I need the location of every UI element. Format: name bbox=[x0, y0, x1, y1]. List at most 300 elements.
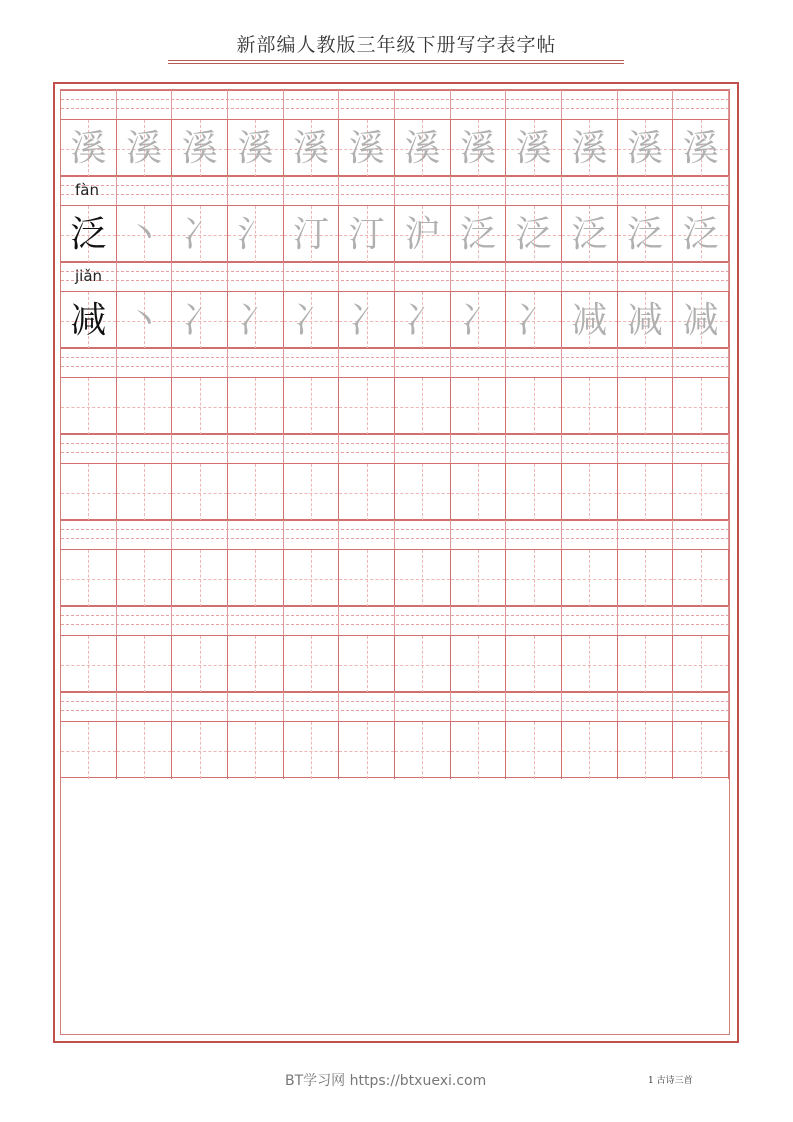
pinyin-cell bbox=[451, 692, 507, 722]
practice-cell bbox=[228, 120, 284, 177]
pinyin-cell bbox=[562, 434, 618, 464]
practice-cell bbox=[506, 292, 562, 349]
practice-cell bbox=[673, 120, 729, 177]
practice-cell bbox=[562, 378, 618, 435]
cell-guide-horizontal bbox=[284, 665, 339, 666]
pinyin-cell bbox=[451, 262, 507, 292]
practice-cell bbox=[562, 636, 618, 693]
cell-guide-horizontal bbox=[673, 407, 728, 408]
practice-cell bbox=[117, 292, 173, 349]
pinyin-cell bbox=[228, 520, 284, 550]
practice-cell bbox=[117, 464, 173, 521]
cell-guide-horizontal bbox=[618, 665, 673, 666]
character-band bbox=[61, 291, 729, 348]
pinyin-cell bbox=[172, 262, 228, 292]
trace-character: 冫 bbox=[181, 299, 218, 341]
pinyin-cell bbox=[618, 520, 674, 550]
practice-cell bbox=[506, 120, 562, 177]
trace-character: 溪 bbox=[459, 127, 496, 169]
trace-character: 溪 bbox=[348, 127, 385, 169]
trace-character: 溪 bbox=[571, 127, 608, 169]
pinyin-cell bbox=[284, 348, 340, 378]
practice-cell bbox=[451, 636, 507, 693]
cell-guide-horizontal bbox=[61, 665, 116, 666]
trace-character: 溪 bbox=[626, 127, 663, 169]
cell-guide-horizontal bbox=[61, 407, 116, 408]
practice-cell bbox=[451, 292, 507, 349]
pinyin-cell bbox=[618, 176, 674, 206]
pinyin-cell bbox=[562, 176, 618, 206]
model-cell bbox=[61, 292, 117, 349]
pinyin-cell bbox=[673, 262, 729, 292]
practice-cell bbox=[395, 206, 451, 263]
pinyin-cell bbox=[228, 90, 284, 120]
trace-character: 溪 bbox=[181, 127, 218, 169]
pinyin-cell bbox=[395, 262, 451, 292]
pinyin-cell bbox=[117, 90, 173, 120]
practice-cell bbox=[228, 292, 284, 349]
pinyin-cell bbox=[339, 176, 395, 206]
pinyin-cell bbox=[117, 348, 173, 378]
pinyin-band bbox=[61, 692, 729, 721]
practice-cell bbox=[618, 206, 674, 263]
pinyin-cell bbox=[172, 348, 228, 378]
cell-guide-horizontal bbox=[562, 493, 617, 494]
pinyin-cell bbox=[562, 606, 618, 636]
practice-row bbox=[61, 434, 729, 520]
cell-guide-horizontal bbox=[395, 751, 450, 752]
practice-cell bbox=[562, 550, 618, 607]
pinyin-cell bbox=[451, 348, 507, 378]
practice-cell bbox=[673, 722, 729, 779]
pinyin-cell bbox=[673, 606, 729, 636]
practice-cell bbox=[618, 722, 674, 779]
practice-cell bbox=[228, 550, 284, 607]
cell-guide-horizontal bbox=[506, 407, 561, 408]
cell-guide-horizontal bbox=[284, 407, 339, 408]
practice-cell bbox=[172, 722, 228, 779]
cell-guide-horizontal bbox=[395, 665, 450, 666]
practice-cell bbox=[395, 378, 451, 435]
pinyin-band bbox=[61, 434, 729, 463]
practice-cell bbox=[172, 292, 228, 349]
practice-cell bbox=[395, 550, 451, 607]
practice-cell bbox=[117, 206, 173, 263]
cell-guide-horizontal bbox=[618, 493, 673, 494]
title-rule-bottom bbox=[168, 63, 624, 64]
pinyin-cell bbox=[228, 606, 284, 636]
pinyin-cell bbox=[339, 262, 395, 292]
practice-cell bbox=[673, 292, 729, 349]
pinyin-cell bbox=[117, 176, 173, 206]
practice-cell bbox=[451, 206, 507, 263]
practice-cell bbox=[395, 636, 451, 693]
pinyin-band bbox=[61, 520, 729, 549]
trace-character: 汀 bbox=[348, 213, 385, 255]
pinyin-cell bbox=[673, 520, 729, 550]
practice-cell bbox=[117, 550, 173, 607]
cell-guide-horizontal bbox=[61, 751, 116, 752]
practice-cell bbox=[117, 378, 173, 435]
model-cell bbox=[61, 550, 117, 607]
cell-guide-horizontal bbox=[395, 579, 450, 580]
practice-cell bbox=[284, 292, 340, 349]
practice-cell bbox=[451, 378, 507, 435]
pinyin-cell bbox=[284, 692, 340, 722]
practice-row bbox=[61, 520, 729, 606]
page-title: 新部编人教版三年级下册写字表字帖 bbox=[236, 34, 557, 56]
trace-character: 溪 bbox=[515, 127, 552, 169]
practice-cell bbox=[618, 292, 674, 349]
character-band bbox=[61, 205, 729, 262]
practice-cell bbox=[395, 292, 451, 349]
cell-guide-horizontal bbox=[117, 751, 172, 752]
pinyin-cell bbox=[172, 520, 228, 550]
cell-guide-horizontal bbox=[117, 407, 172, 408]
cell-guide-horizontal bbox=[618, 407, 673, 408]
cell-guide-horizontal bbox=[395, 493, 450, 494]
pinyin-cell bbox=[284, 176, 340, 206]
pinyin-cell bbox=[673, 176, 729, 206]
practice-cell bbox=[172, 464, 228, 521]
pinyin-band bbox=[61, 90, 729, 119]
pinyin-cell bbox=[228, 262, 284, 292]
practice-row bbox=[61, 90, 729, 176]
pinyin-cell bbox=[61, 606, 117, 636]
pinyin-cell bbox=[451, 176, 507, 206]
practice-cell bbox=[172, 550, 228, 607]
pinyin-cell bbox=[172, 176, 228, 206]
practice-cell bbox=[339, 378, 395, 435]
pinyin-cell bbox=[395, 348, 451, 378]
trace-character: 泛 bbox=[571, 213, 608, 255]
pinyin-cell bbox=[395, 90, 451, 120]
pinyin-band bbox=[61, 262, 729, 291]
practice-cell bbox=[562, 722, 618, 779]
trace-character: 丶 bbox=[125, 213, 162, 255]
practice-cell bbox=[284, 722, 340, 779]
cell-guide-horizontal bbox=[284, 579, 339, 580]
trace-character: 冫 bbox=[459, 299, 496, 341]
trace-character: 泛 bbox=[515, 213, 552, 255]
pinyin-cell bbox=[395, 176, 451, 206]
pinyin-cell bbox=[562, 348, 618, 378]
footer-lesson: 1 古诗三首 bbox=[648, 1076, 693, 1086]
cell-guide-horizontal bbox=[172, 751, 227, 752]
pinyin-cell bbox=[228, 434, 284, 464]
cell-guide-horizontal bbox=[673, 579, 728, 580]
practice-cell bbox=[506, 550, 562, 607]
practice-cell bbox=[339, 722, 395, 779]
cell-guide-horizontal bbox=[172, 493, 227, 494]
pinyin-cell bbox=[228, 692, 284, 722]
pinyin-cell bbox=[562, 692, 618, 722]
practice-cell bbox=[172, 636, 228, 693]
cell-guide-horizontal bbox=[117, 493, 172, 494]
pinyin-cell bbox=[117, 606, 173, 636]
pinyin-cell bbox=[562, 262, 618, 292]
cell-guide-horizontal bbox=[451, 407, 506, 408]
pinyin-cell bbox=[506, 434, 562, 464]
trace-character: 冫 bbox=[181, 213, 218, 255]
practice-cell bbox=[451, 464, 507, 521]
practice-cell bbox=[451, 550, 507, 607]
practice-cell bbox=[339, 636, 395, 693]
cell-guide-horizontal bbox=[451, 493, 506, 494]
practice-cell bbox=[172, 206, 228, 263]
pinyin-cell bbox=[284, 262, 340, 292]
practice-cell bbox=[339, 292, 395, 349]
practice-cell bbox=[117, 722, 173, 779]
practice-cell bbox=[673, 550, 729, 607]
cell-guide-horizontal bbox=[172, 665, 227, 666]
practice-cell bbox=[339, 550, 395, 607]
pinyin-cell bbox=[117, 434, 173, 464]
practice-cell bbox=[562, 120, 618, 177]
practice-cell bbox=[284, 636, 340, 693]
pinyin-cell bbox=[117, 262, 173, 292]
practice-cell bbox=[339, 206, 395, 263]
cell-guide-horizontal bbox=[228, 665, 283, 666]
pinyin-cell bbox=[339, 520, 395, 550]
cell-guide-horizontal bbox=[451, 751, 506, 752]
practice-cell bbox=[395, 722, 451, 779]
pinyin-cell bbox=[506, 520, 562, 550]
cell-guide-horizontal bbox=[117, 665, 172, 666]
pinyin-band bbox=[61, 176, 729, 205]
character-band bbox=[61, 463, 729, 520]
trace-character: 冫 bbox=[237, 299, 274, 341]
trace-character: 丶 bbox=[125, 299, 162, 341]
practice-cell bbox=[618, 378, 674, 435]
pinyin-cell bbox=[673, 434, 729, 464]
pinyin-cell bbox=[451, 520, 507, 550]
cell-guide-horizontal bbox=[228, 579, 283, 580]
practice-row bbox=[61, 176, 729, 262]
character-band bbox=[61, 549, 729, 606]
practice-cell bbox=[284, 550, 340, 607]
trace-character: 冫 bbox=[515, 299, 552, 341]
cell-guide-horizontal bbox=[339, 493, 394, 494]
pinyin-cell bbox=[451, 606, 507, 636]
practice-cell bbox=[618, 550, 674, 607]
cell-guide-horizontal bbox=[228, 407, 283, 408]
practice-cell bbox=[284, 120, 340, 177]
practice-cell bbox=[172, 120, 228, 177]
cell-guide-horizontal bbox=[562, 407, 617, 408]
practice-cell bbox=[284, 378, 340, 435]
practice-cell bbox=[339, 464, 395, 521]
practice-cell bbox=[228, 464, 284, 521]
pinyin-cell bbox=[172, 434, 228, 464]
cell-guide-horizontal bbox=[339, 751, 394, 752]
cell-guide-horizontal bbox=[506, 493, 561, 494]
cell-guide-horizontal bbox=[673, 751, 728, 752]
character-band bbox=[61, 377, 729, 434]
title-rule-top bbox=[168, 60, 624, 61]
trace-character: 溪 bbox=[125, 127, 162, 169]
character-band bbox=[61, 119, 729, 176]
footer-site: BT学习网 https://btxuexi.com bbox=[285, 1073, 487, 1089]
model-cell bbox=[61, 722, 117, 779]
trace-character: 氵 bbox=[237, 213, 274, 255]
pinyin-cell bbox=[395, 692, 451, 722]
pinyin-cell bbox=[172, 692, 228, 722]
practice-cell bbox=[673, 464, 729, 521]
pinyin-cell bbox=[228, 176, 284, 206]
practice-cell bbox=[506, 636, 562, 693]
practice-cell bbox=[562, 464, 618, 521]
trace-character: 溪 bbox=[682, 127, 719, 169]
practice-cell bbox=[284, 464, 340, 521]
pinyin-cell bbox=[339, 348, 395, 378]
pinyin-cell bbox=[284, 434, 340, 464]
cell-guide-horizontal bbox=[117, 579, 172, 580]
character-band bbox=[61, 635, 729, 692]
trace-character: 溪 bbox=[237, 127, 274, 169]
pinyin-cell bbox=[284, 90, 340, 120]
practice-cell bbox=[228, 636, 284, 693]
practice-cell bbox=[506, 722, 562, 779]
cell-guide-horizontal bbox=[618, 579, 673, 580]
cell-guide-horizontal bbox=[172, 579, 227, 580]
pinyin-cell bbox=[618, 262, 674, 292]
cell-guide-horizontal bbox=[61, 579, 116, 580]
cell-guide-horizontal bbox=[618, 751, 673, 752]
cell-guide-horizontal bbox=[339, 665, 394, 666]
model-cell bbox=[61, 378, 117, 435]
pinyin-cell bbox=[618, 348, 674, 378]
model-character: 溪 bbox=[70, 127, 107, 169]
practice-cell bbox=[562, 292, 618, 349]
cell-guide-horizontal bbox=[673, 665, 728, 666]
pinyin-cell bbox=[61, 692, 117, 722]
cell-guide-horizontal bbox=[562, 751, 617, 752]
practice-cell bbox=[228, 722, 284, 779]
model-character: 减 bbox=[70, 299, 107, 341]
practice-cell bbox=[451, 120, 507, 177]
trace-character: 溪 bbox=[292, 127, 329, 169]
trace-character: 泛 bbox=[459, 213, 496, 255]
pinyin-cell bbox=[339, 434, 395, 464]
trace-character: 冫 bbox=[404, 299, 441, 341]
pinyin-cell bbox=[61, 348, 117, 378]
pinyin-cell bbox=[395, 520, 451, 550]
practice-cell bbox=[673, 636, 729, 693]
pinyin-cell bbox=[673, 90, 729, 120]
character-band bbox=[61, 721, 729, 778]
practice-cell bbox=[562, 206, 618, 263]
cell-guide-horizontal bbox=[395, 407, 450, 408]
pinyin-cell bbox=[61, 90, 117, 120]
practice-cell bbox=[673, 378, 729, 435]
cell-guide-horizontal bbox=[172, 407, 227, 408]
pinyin-cell bbox=[339, 90, 395, 120]
practice-cell bbox=[117, 120, 173, 177]
pinyin-cell bbox=[618, 434, 674, 464]
pinyin-cell bbox=[451, 90, 507, 120]
trace-character: 沪 bbox=[404, 213, 441, 255]
pinyin-cell bbox=[228, 348, 284, 378]
practice-cell bbox=[451, 722, 507, 779]
pinyin-band bbox=[61, 606, 729, 635]
pinyin-cell bbox=[172, 90, 228, 120]
model-character: 泛 bbox=[70, 213, 107, 255]
pinyin-cell bbox=[506, 176, 562, 206]
pinyin-cell bbox=[172, 606, 228, 636]
cell-guide-horizontal bbox=[451, 579, 506, 580]
cell-guide-horizontal bbox=[506, 579, 561, 580]
pinyin-cell bbox=[618, 606, 674, 636]
practice-cell bbox=[117, 636, 173, 693]
practice-cell bbox=[284, 206, 340, 263]
practice-cell bbox=[172, 378, 228, 435]
pinyin-cell bbox=[395, 606, 451, 636]
cell-guide-horizontal bbox=[228, 751, 283, 752]
practice-row bbox=[61, 692, 729, 778]
practice-cell bbox=[618, 120, 674, 177]
cell-guide-horizontal bbox=[562, 579, 617, 580]
cell-guide-horizontal bbox=[451, 665, 506, 666]
trace-character: 泛 bbox=[626, 213, 663, 255]
practice-cell bbox=[673, 206, 729, 263]
model-cell bbox=[61, 206, 117, 263]
pinyin-cell bbox=[506, 90, 562, 120]
model-cell bbox=[61, 464, 117, 521]
practice-cell bbox=[395, 464, 451, 521]
cell-guide-horizontal bbox=[339, 407, 394, 408]
pinyin-cell bbox=[506, 692, 562, 722]
pinyin-cell bbox=[284, 520, 340, 550]
pinyin-cell bbox=[117, 520, 173, 550]
pinyin-cell bbox=[562, 520, 618, 550]
practice-row bbox=[61, 262, 729, 348]
cell-guide-horizontal bbox=[673, 493, 728, 494]
pinyin-cell bbox=[61, 520, 117, 550]
pinyin-cell bbox=[506, 606, 562, 636]
practice-cell bbox=[506, 206, 562, 263]
practice-cell bbox=[395, 120, 451, 177]
cell-guide-horizontal bbox=[284, 751, 339, 752]
pinyin-cell bbox=[618, 90, 674, 120]
cell-guide-horizontal bbox=[284, 493, 339, 494]
pinyin-cell bbox=[618, 692, 674, 722]
pinyin-cell bbox=[395, 434, 451, 464]
cell-guide-horizontal bbox=[506, 665, 561, 666]
trace-character: 冫 bbox=[348, 299, 385, 341]
practice-cell bbox=[506, 378, 562, 435]
pinyin-cell bbox=[339, 606, 395, 636]
trace-character: 减 bbox=[626, 299, 663, 341]
pinyin-cell bbox=[339, 692, 395, 722]
model-cell bbox=[61, 636, 117, 693]
cell-guide-horizontal bbox=[339, 579, 394, 580]
pinyin-cell bbox=[506, 262, 562, 292]
trace-character: 泛 bbox=[682, 213, 719, 255]
pinyin-label: fàn bbox=[75, 181, 99, 199]
pinyin-cell bbox=[673, 348, 729, 378]
trace-character: 汀 bbox=[292, 213, 329, 255]
pinyin-cell bbox=[673, 692, 729, 722]
pinyin-cell bbox=[506, 348, 562, 378]
cell-guide-horizontal bbox=[506, 751, 561, 752]
pinyin-label: jiǎn bbox=[75, 267, 103, 285]
trace-character: 冫 bbox=[292, 299, 329, 341]
cell-guide-horizontal bbox=[562, 665, 617, 666]
cell-guide-horizontal bbox=[61, 493, 116, 494]
practice-cell bbox=[339, 120, 395, 177]
model-cell bbox=[61, 120, 117, 177]
